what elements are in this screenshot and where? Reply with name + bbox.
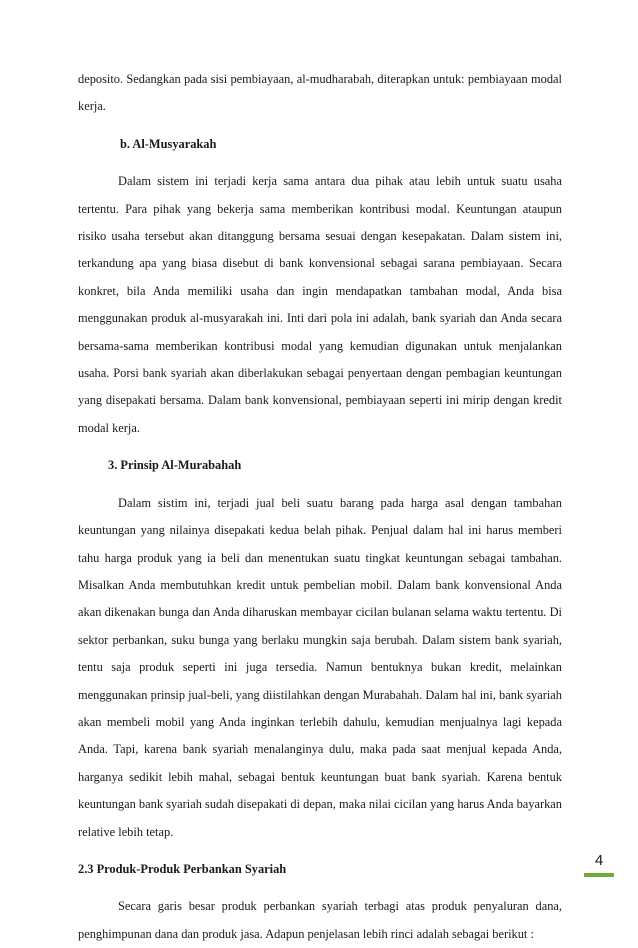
page-number: 4: [594, 852, 604, 869]
heading-produk-perbankan-syariah: 2.3 Produk-Produk Perbankan Syariah: [78, 861, 287, 876]
heading-prinsip-al-murabahah: 3. Prinsip Al-Murabahah: [108, 458, 242, 473]
page-number-rule: [584, 873, 614, 877]
paragraph-al-musyarakah: Dalam sistem ini terjadi kerja sama antara dua pihak atau lebih untuk suatu usaha tertentu. Para pihak yang bekerja sama memberikan kontribusi modal. Keuntungan ataupun risiko usaha tersebut akan ditanggung bersama sesuai dengan kesepakatan. Dalam sistem ini, terkandung apa yang biasa disebut di bank konvensional sebagai sarana pembiayaan. Secara konkret, bila Anda memiliki usaha dan ingin mendapatkan tambahan modal, Anda bisa menggunakan produk al-musyarakah ini. Inti dari pola ini adalah, bank syariah dan Anda secara bersama-sama memberikan kontribusi modal yang kemudian digunakan untuk menjalankan usaha. Porsi bank syariah akan diberlakukan sebagai penyertaan dengan pembagian keuntungan yang disepakati bersama. Dalam bank konvensional, pembiayaan seperti ini mirip dengan kredit modal kerja.: [78, 174, 562, 435]
paragraph-deposito: deposito. Sedangkan pada sisi pembiayaan, al-mudharabah, diterapkan untuk: pembiayaan modal kerja.: [78, 72, 562, 114]
heading-al-musyarakah: b. Al-Musyarakah: [120, 136, 217, 151]
paragraph-produk-perbankan: Secara garis besar produk perbankan syariah terbagi atas produk penyaluran dana, penghimpunan dana dan produk jasa. Adapun penjelasan lebih rinci adalah sebagai berikut :: [78, 899, 562, 941]
paragraph-al-murabahah: Dalam sistim ini, terjadi jual beli suatu barang pada harga asal dengan tambahan keuntungan yang nilainya disepakati kedua belah pihak. Penjual dalam hal ini harus memberi tahu harga produk yang ia beli dan menentukan suatu tingkat keuntungan sebagai tambahan. Misalkan Anda membutuhkan kredit untuk pembelian mobil. Dalam bank konvensional Anda akan dikenakan bunga dan Anda diharuskan membayar cicilan bulanan selama waktu tertentu. Di sektor perbankan, suku bunga yang berlaku mungkin saja berubah. Dalam sistem bank syariah, tentu saja produk seperti ini juga tersedia. Namun bentuknya bukan kredit, melainkan menggunakan prinsip jual-beli, yang diistilahkan dengan Murabahah. Dalam hal ini, bank syariah akan membeli mobil yang Anda inginkan terlebih dahulu, kemudian menjualnya lagi kepada Anda. Tapi, karena bank syariah menalanginya dulu, maka pada saat menjual kepada Anda, harganya sedikit lebih mahal, sebagai bentuk keuntungan buat bank syariah. Karena bentuk keuntungan bank syariah sudah disepakati di depan, maka nilai cicilan yang harus Anda bayarkan relative lebih tetap.: [78, 495, 562, 839]
document-body: [78, 66, 562, 948]
